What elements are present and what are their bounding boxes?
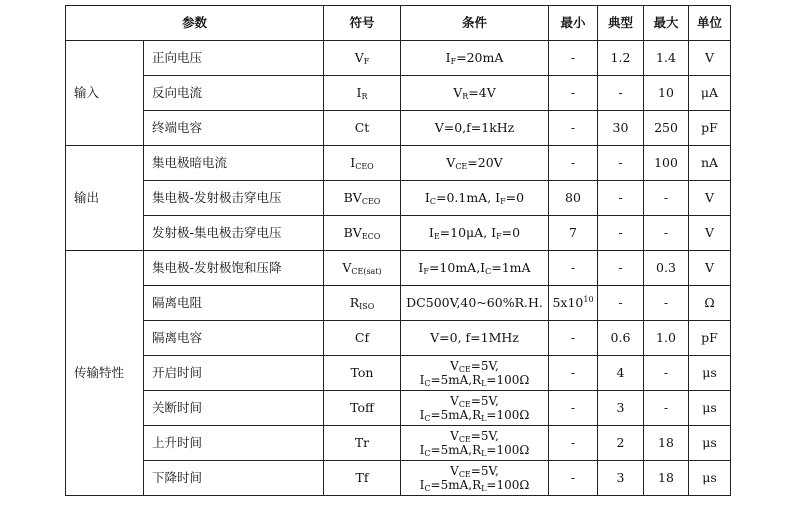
symbol-cell bbox=[324, 321, 401, 356]
typ-cell: - bbox=[598, 181, 644, 216]
min-cell bbox=[549, 391, 598, 426]
symbol-sub: CEO bbox=[355, 162, 374, 171]
condition-cell bbox=[401, 321, 549, 356]
cond-part: =5V, bbox=[470, 359, 499, 373]
cond-part: I bbox=[428, 225, 434, 240]
spec-table-body bbox=[66, 41, 731, 496]
min-cell bbox=[549, 146, 598, 181]
cond-sub: C bbox=[485, 267, 492, 276]
typ-cell: 3 bbox=[598, 391, 644, 426]
group-transfer: 传输特性 bbox=[66, 251, 144, 496]
header-row bbox=[66, 6, 731, 41]
min-value: - bbox=[570, 85, 576, 100]
header-param: 参数 bbox=[66, 6, 324, 41]
typ-cell: 4 bbox=[598, 356, 644, 391]
max-cell: - bbox=[644, 216, 689, 251]
min-value: - bbox=[570, 365, 576, 380]
min-value: - bbox=[570, 260, 576, 275]
table-row bbox=[66, 391, 731, 426]
unit-cell: μs bbox=[689, 356, 731, 391]
table-row bbox=[66, 461, 731, 496]
header-condition: 条件 bbox=[401, 6, 549, 41]
symbol-cell bbox=[324, 76, 401, 111]
header-max: 最大 bbox=[644, 6, 689, 41]
cond-sub: F bbox=[423, 267, 429, 276]
typ-cell: 30 bbox=[598, 111, 644, 146]
cond-part: I bbox=[419, 373, 425, 387]
cond-sub: L bbox=[481, 414, 487, 423]
typ-cell: 3 bbox=[598, 461, 644, 496]
cond-part: I bbox=[419, 408, 425, 422]
symbol-cell bbox=[324, 216, 401, 251]
cond-sub: L bbox=[481, 449, 487, 458]
min-exponent: 10 bbox=[583, 295, 594, 304]
unit-cell: μs bbox=[689, 461, 731, 496]
unit-cell: μA bbox=[689, 76, 731, 111]
unit-cell: pF bbox=[689, 111, 731, 146]
table-row bbox=[66, 41, 731, 76]
table-row bbox=[66, 286, 731, 321]
cond-sub: L bbox=[481, 484, 487, 493]
cond-sub: F bbox=[496, 232, 502, 241]
cond-part: =4V bbox=[468, 85, 496, 100]
param-name: 集电极暗电流 bbox=[144, 146, 324, 181]
min-cell bbox=[549, 251, 598, 286]
typ-cell: - bbox=[598, 286, 644, 321]
condition-cell bbox=[401, 181, 549, 216]
param-name: 集电极-发射极饱和压降 bbox=[144, 251, 324, 286]
symbol-main: Toff bbox=[350, 400, 374, 415]
table-row bbox=[66, 111, 731, 146]
symbol-main: R bbox=[349, 295, 360, 310]
table-row bbox=[66, 76, 731, 111]
cond-sub: CE bbox=[455, 162, 468, 171]
symbol-main: BV bbox=[343, 190, 362, 205]
cond-part: I bbox=[419, 443, 425, 457]
header-min: 最小 bbox=[549, 6, 598, 41]
condition-cell bbox=[401, 111, 549, 146]
table-row bbox=[66, 426, 731, 461]
header-symbol: 符号 bbox=[324, 6, 401, 41]
typ-cell: - bbox=[598, 146, 644, 181]
symbol-main: BV bbox=[343, 225, 362, 240]
condition-line-1 bbox=[401, 429, 548, 443]
cond-part: I bbox=[424, 190, 430, 205]
condition-line-1 bbox=[401, 464, 548, 478]
symbol-sub: CE(sat) bbox=[351, 267, 382, 276]
min-value: - bbox=[570, 155, 576, 170]
cond-part: I bbox=[445, 50, 451, 65]
unit-cell: μs bbox=[689, 391, 731, 426]
symbol-cell bbox=[324, 41, 401, 76]
cond-sub: CE bbox=[458, 400, 471, 409]
cond-sub: CE bbox=[458, 365, 471, 374]
condition-line-1 bbox=[401, 359, 548, 373]
param-name: 发射极-集电极击穿电压 bbox=[144, 216, 324, 251]
min-value: 7 bbox=[569, 225, 577, 240]
unit-cell: Ω bbox=[689, 286, 731, 321]
header-typ: 典型 bbox=[598, 6, 644, 41]
condition-cell bbox=[401, 76, 549, 111]
symbol-sub: CEO bbox=[361, 197, 381, 206]
header-unit: 单位 bbox=[689, 6, 731, 41]
max-cell: 1.0 bbox=[644, 321, 689, 356]
symbol-main: I bbox=[356, 85, 362, 100]
cond-part: =1mA bbox=[491, 260, 531, 275]
min-cell bbox=[549, 286, 598, 321]
cond-part: =100Ω bbox=[486, 478, 530, 492]
cond-part: V bbox=[450, 429, 459, 443]
cond-part: =100Ω bbox=[486, 373, 530, 387]
min-cell bbox=[549, 76, 598, 111]
symbol-main: Ct bbox=[354, 120, 370, 135]
cond-part: =10mA, bbox=[428, 260, 481, 275]
spec-table bbox=[65, 5, 731, 496]
cond-sub: C bbox=[424, 414, 431, 423]
max-cell: - bbox=[644, 181, 689, 216]
cond-part: =5mA,R bbox=[430, 478, 482, 492]
cond-part: V bbox=[450, 359, 459, 373]
symbol-sub: F bbox=[363, 57, 370, 66]
param-name: 上升时间 bbox=[144, 426, 324, 461]
table-row bbox=[66, 251, 731, 286]
condition-cell bbox=[401, 41, 549, 76]
cond-part: =5mA,R bbox=[430, 408, 482, 422]
cond-part: =0 bbox=[505, 190, 525, 205]
cond-part: V bbox=[453, 85, 463, 100]
unit-cell: V bbox=[689, 251, 731, 286]
symbol-main: Cf bbox=[354, 330, 370, 345]
min-value: - bbox=[570, 435, 576, 450]
symbol-main: I bbox=[350, 155, 356, 170]
min-cell bbox=[549, 426, 598, 461]
cond-part: =5mA,R bbox=[430, 373, 482, 387]
condition-cell bbox=[401, 356, 549, 391]
max-cell: 18 bbox=[644, 461, 689, 496]
typ-cell: - bbox=[598, 76, 644, 111]
cond-part: =10μA, bbox=[439, 225, 492, 240]
symbol-sub: ECO bbox=[361, 232, 381, 241]
condition-line-2 bbox=[401, 443, 548, 457]
max-cell: 10 bbox=[644, 76, 689, 111]
param-name: 反向电流 bbox=[144, 76, 324, 111]
cond-part: I bbox=[419, 478, 425, 492]
param-name: 隔离电阻 bbox=[144, 286, 324, 321]
cond-part: =5V, bbox=[470, 394, 499, 408]
unit-cell: μs bbox=[689, 426, 731, 461]
param-name: 开启时间 bbox=[144, 356, 324, 391]
table-row bbox=[66, 216, 731, 251]
param-name: 集电极-发射极击穿电压 bbox=[144, 181, 324, 216]
unit-cell: V bbox=[689, 181, 731, 216]
symbol-main: Ton bbox=[350, 365, 374, 380]
condition-line-2 bbox=[401, 478, 548, 492]
condition-cell bbox=[401, 146, 549, 181]
max-cell: - bbox=[644, 286, 689, 321]
condition-line-2 bbox=[401, 373, 548, 387]
condition-cell bbox=[401, 461, 549, 496]
min-cell bbox=[549, 321, 598, 356]
unit-cell: V bbox=[689, 216, 731, 251]
typ-cell: - bbox=[598, 216, 644, 251]
cond-part: =5V, bbox=[470, 429, 499, 443]
min-value: - bbox=[570, 470, 576, 485]
max-cell: 1.4 bbox=[644, 41, 689, 76]
unit-cell: V bbox=[689, 41, 731, 76]
min-value: - bbox=[570, 330, 576, 345]
cond-sub: R bbox=[462, 92, 469, 101]
cond-sub: CE bbox=[458, 470, 471, 479]
cond-part: =5V, bbox=[470, 464, 499, 478]
symbol-cell bbox=[324, 181, 401, 216]
max-cell: 0.3 bbox=[644, 251, 689, 286]
min-cell bbox=[549, 216, 598, 251]
symbol-cell bbox=[324, 146, 401, 181]
param-name: 下降时间 bbox=[144, 461, 324, 496]
symbol-cell bbox=[324, 391, 401, 426]
symbol-main: V bbox=[342, 260, 352, 275]
cond-part: V bbox=[446, 155, 456, 170]
symbol-main: Tf bbox=[355, 470, 369, 485]
cond-sub: C bbox=[424, 449, 431, 458]
max-cell: - bbox=[644, 356, 689, 391]
cond-part: I bbox=[491, 225, 497, 240]
table-row bbox=[66, 321, 731, 356]
min-value: 80 bbox=[565, 190, 581, 205]
min-value: - bbox=[570, 120, 576, 135]
symbol-cell bbox=[324, 356, 401, 391]
symbol-sub: ISO bbox=[359, 302, 375, 311]
symbol-cell bbox=[324, 286, 401, 321]
max-cell: 18 bbox=[644, 426, 689, 461]
cond-part: DC500V,40~60%R.H. bbox=[406, 295, 543, 310]
cond-part: V bbox=[450, 394, 459, 408]
group-input: 输入 bbox=[66, 41, 144, 146]
condition-cell bbox=[401, 391, 549, 426]
cond-part: I bbox=[418, 260, 424, 275]
min-value: - bbox=[570, 50, 576, 65]
cond-sub: C bbox=[424, 379, 431, 388]
max-cell: - bbox=[644, 391, 689, 426]
symbol-cell bbox=[324, 251, 401, 286]
symbol-main: V bbox=[354, 50, 364, 65]
cond-part: =100Ω bbox=[486, 408, 530, 422]
group-output: 输出 bbox=[66, 146, 144, 251]
cond-part: V=0,f=1kHz bbox=[434, 120, 515, 135]
cond-sub: F bbox=[500, 197, 506, 206]
cond-part: I bbox=[495, 190, 501, 205]
cond-sub: C bbox=[429, 197, 436, 206]
symbol-main: Tr bbox=[354, 435, 370, 450]
typ-cell: 0.6 bbox=[598, 321, 644, 356]
max-cell: 250 bbox=[644, 111, 689, 146]
min-cell bbox=[549, 356, 598, 391]
cond-part: =0.1mA, bbox=[435, 190, 496, 205]
spec-table-wrapper bbox=[65, 5, 731, 496]
param-name: 正向电压 bbox=[144, 41, 324, 76]
cond-sub: C bbox=[424, 484, 431, 493]
cond-part: I bbox=[480, 260, 486, 275]
typ-cell: 2 bbox=[598, 426, 644, 461]
condition-cell bbox=[401, 251, 549, 286]
condition-cell bbox=[401, 286, 549, 321]
cond-part: V bbox=[450, 464, 459, 478]
cond-part: =20mA bbox=[456, 50, 504, 65]
table-row bbox=[66, 356, 731, 391]
symbol-sub: R bbox=[361, 92, 368, 101]
cond-part: =5mA,R bbox=[430, 443, 482, 457]
unit-cell: nA bbox=[689, 146, 731, 181]
cond-sub: F bbox=[450, 57, 457, 66]
min-cell bbox=[549, 41, 598, 76]
condition-line-1 bbox=[401, 394, 548, 408]
cond-sub: CE bbox=[458, 435, 471, 444]
typ-cell: 1.2 bbox=[598, 41, 644, 76]
table-row bbox=[66, 181, 731, 216]
max-cell: 100 bbox=[644, 146, 689, 181]
condition-cell bbox=[401, 216, 549, 251]
min-value: - bbox=[570, 400, 576, 415]
param-name: 隔离电容 bbox=[144, 321, 324, 356]
symbol-cell bbox=[324, 461, 401, 496]
condition-line-2 bbox=[401, 408, 548, 422]
cond-part: =0 bbox=[501, 225, 521, 240]
min-cell bbox=[549, 461, 598, 496]
cond-sub: E bbox=[433, 232, 440, 241]
cond-part: V=0, f=1MHz bbox=[430, 330, 519, 345]
condition-cell bbox=[401, 426, 549, 461]
min-value: 5x10 bbox=[552, 295, 584, 310]
param-name: 关断时间 bbox=[144, 391, 324, 426]
unit-cell: pF bbox=[689, 321, 731, 356]
min-cell bbox=[549, 181, 598, 216]
cond-sub: L bbox=[481, 379, 487, 388]
symbol-cell bbox=[324, 426, 401, 461]
symbol-cell bbox=[324, 111, 401, 146]
typ-cell: - bbox=[598, 251, 644, 286]
min-cell bbox=[549, 111, 598, 146]
cond-part: =20V bbox=[467, 155, 503, 170]
table-row bbox=[66, 146, 731, 181]
param-name: 终端电容 bbox=[144, 111, 324, 146]
cond-part: =100Ω bbox=[486, 443, 530, 457]
